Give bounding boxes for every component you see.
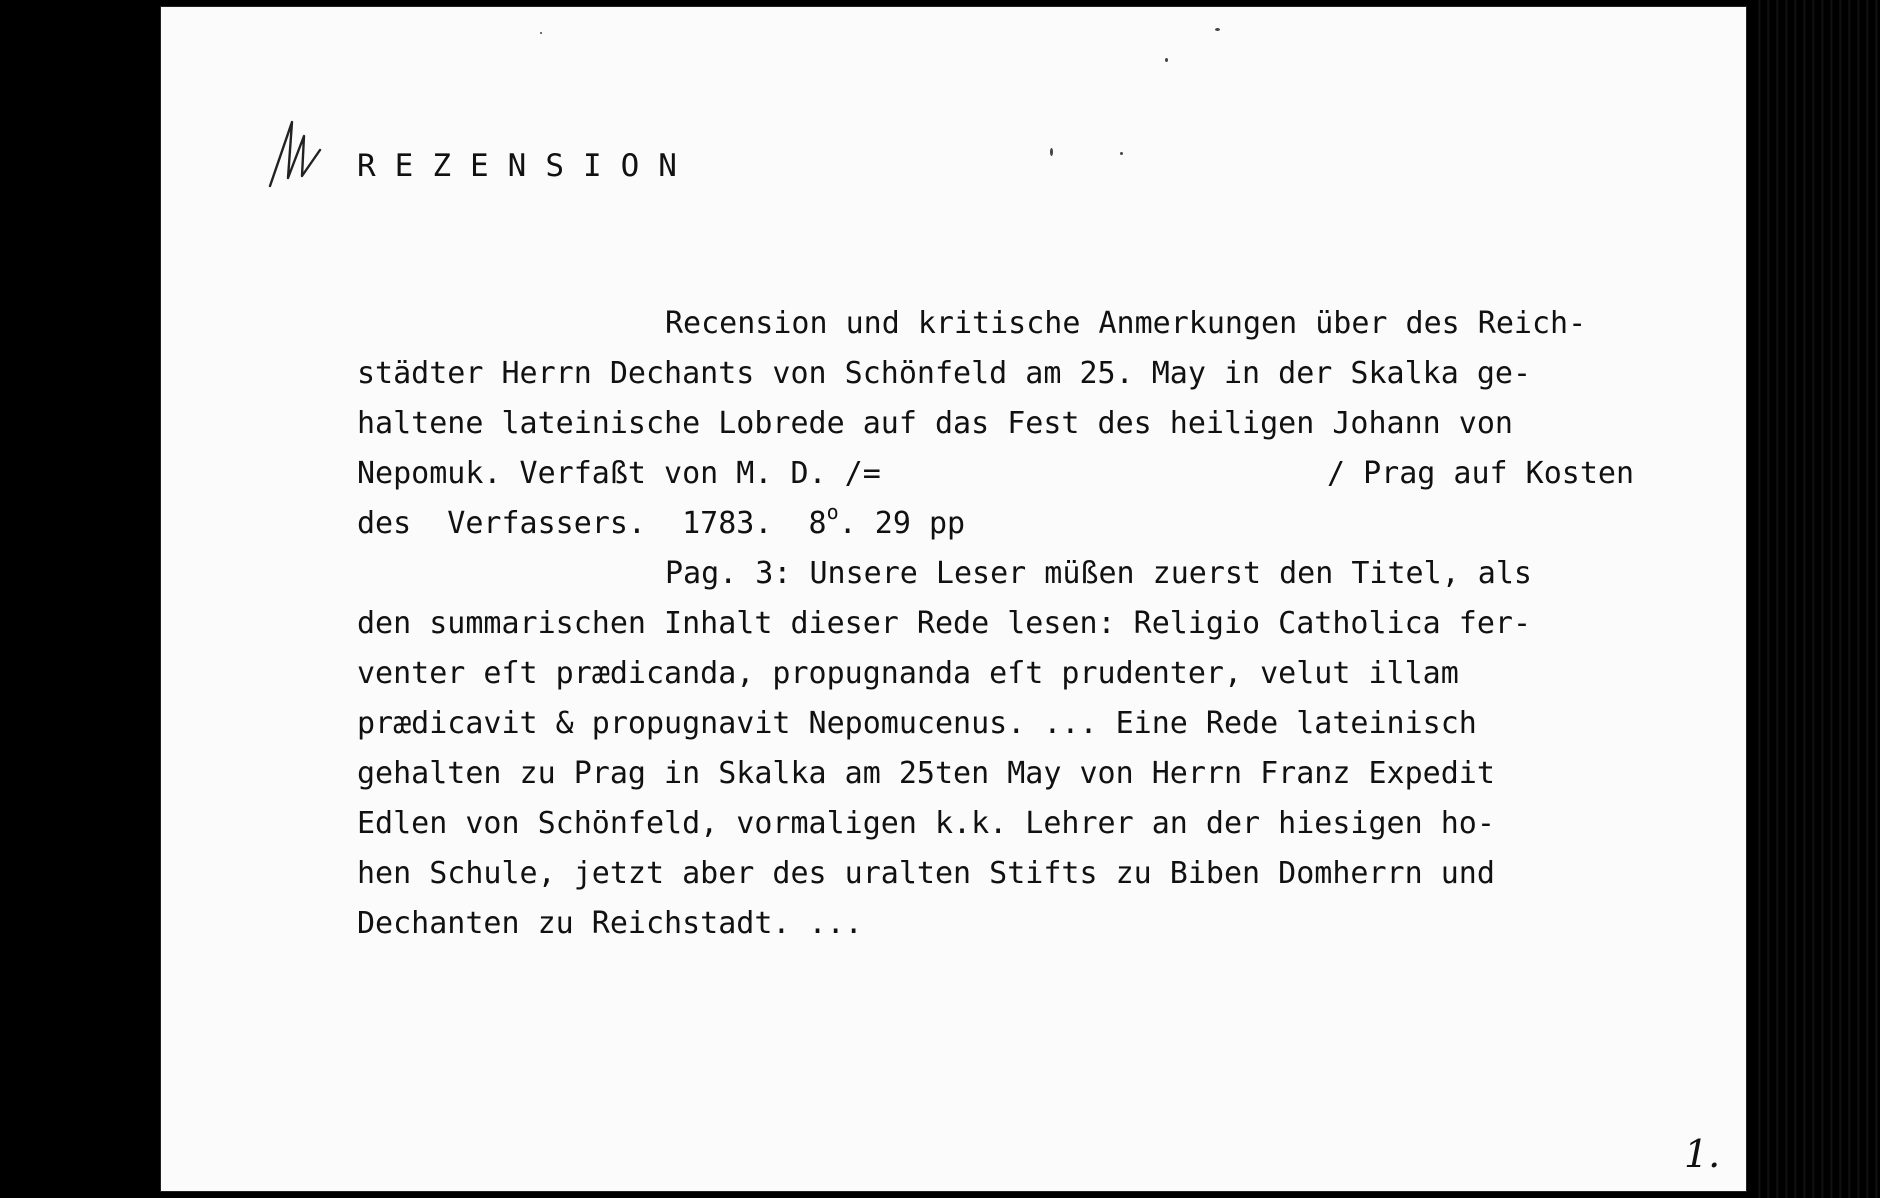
text-line-4: Nepomuk. Verfaßt von M. D. /= (357, 456, 881, 491)
text-line-13: Dechanten zu Reichstadt. ... (357, 906, 863, 941)
text-line-4-end: / Prag auf Kosten (1327, 456, 1635, 491)
text-line-12: hen Schule, jetzt aber des uralten Stifts zu Biben Domherrn und (357, 856, 1495, 891)
scan-speck (1215, 28, 1220, 31)
text-line-10: gehalten zu Prag in Skalka am 25ten May von Herrn Franz Expedit (357, 756, 1495, 791)
text-line-7: den summarischen Inhalt dieser Rede lesen: Religio Catholica fer- (357, 606, 1531, 641)
text-line-2: städter Herrn Dechants von Schönfeld am 25. May in der Skalka ge- (357, 356, 1531, 391)
document-page (161, 7, 1746, 1191)
text-line-11: Edlen von Schönfeld, vormaligen k.k. Lehrer an der hiesigen ho- (357, 806, 1495, 841)
degree-superscript: o (826, 500, 839, 524)
scan-edge (1752, 0, 1880, 1198)
text-line-3: haltene lateinische Lobrede auf das Fest des heiligen Johann von (357, 406, 1513, 441)
text-line-1: Recension und kritische Anmerkungen über des Reich- (665, 306, 1587, 341)
text-line-6: Pag. 3: Unsere Leser müßen zuerst den Titel, als (665, 556, 1532, 591)
text-line-5-end: . 29 pp (838, 506, 966, 541)
page-number: 1. (1684, 1132, 1721, 1176)
scan-speck (540, 32, 542, 34)
hand-drawn-initial-icon (266, 116, 322, 190)
text-line-5 (357, 500, 966, 541)
scan-speck (1165, 58, 1168, 62)
scan-speck (1050, 148, 1053, 156)
text-line-8: venter eſt prædicanda, propugnanda eſt prudenter, velut illam (357, 656, 1459, 691)
scan-speck (1120, 152, 1123, 155)
text-line-5-main: des Verfassers. 1783. 8 (357, 506, 827, 541)
document-title: REZENSION (357, 148, 696, 184)
text-line-9: prædicavit & propugnavit Nepomucenus. ... Eine Rede lateinisch (357, 706, 1477, 741)
